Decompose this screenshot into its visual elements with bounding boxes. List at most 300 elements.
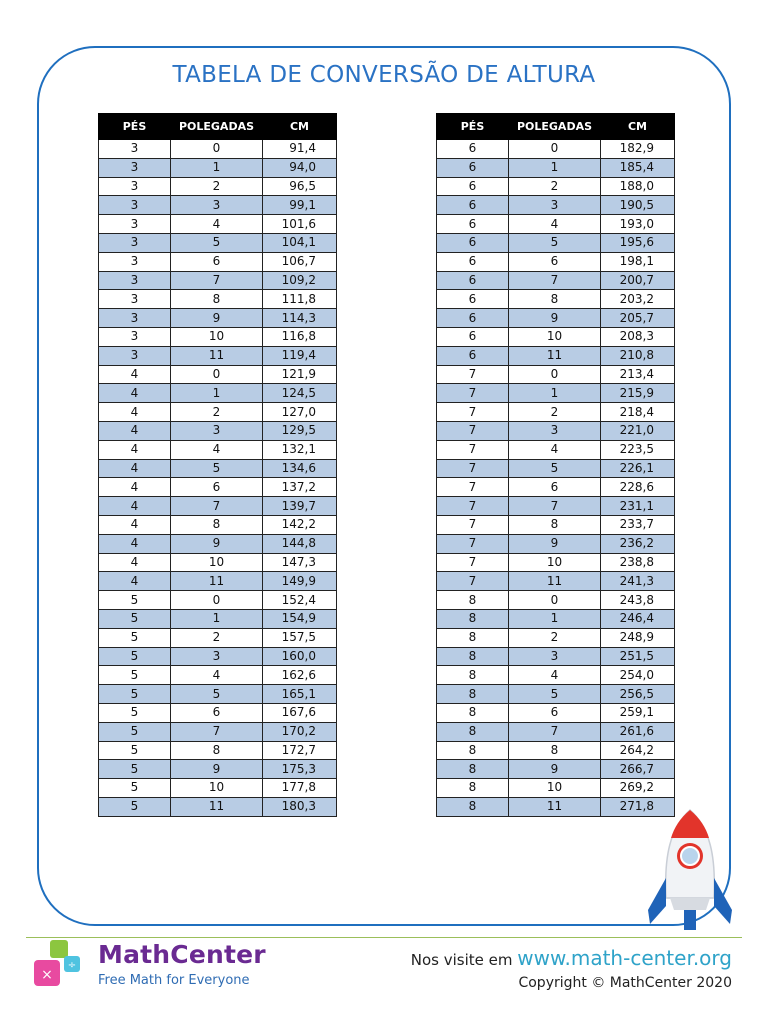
cell-pes: 4	[99, 478, 171, 497]
cell-polegadas: 8	[509, 741, 601, 760]
cell-polegadas: 7	[171, 497, 263, 516]
cell-pes: 6	[437, 346, 509, 365]
table-row	[437, 290, 675, 309]
cell-pes: 3	[99, 233, 171, 252]
cell-polegadas: 5	[171, 459, 263, 478]
cell-cm: 254,0	[601, 666, 675, 685]
table-row	[437, 553, 675, 572]
cell-pes: 3	[99, 215, 171, 234]
cell-cm: 200,7	[601, 271, 675, 290]
table-row	[99, 797, 337, 816]
cell-cm: 259,1	[601, 703, 675, 722]
table-row	[99, 290, 337, 309]
table-row	[437, 591, 675, 610]
cell-polegadas: 7	[509, 271, 601, 290]
cell-polegadas: 4	[509, 440, 601, 459]
table-row	[437, 459, 675, 478]
cell-polegadas: 11	[171, 572, 263, 591]
cell-cm: 149,9	[263, 572, 337, 591]
cell-pes: 7	[437, 459, 509, 478]
cell-polegadas: 1	[509, 384, 601, 403]
cell-cm: 91,4	[263, 140, 337, 159]
cell-polegadas: 6	[171, 703, 263, 722]
table-row	[99, 309, 337, 328]
table-row	[99, 140, 337, 159]
cell-polegadas: 2	[509, 628, 601, 647]
header-polegadas: POLEGADAS	[171, 114, 263, 140]
table-row	[437, 233, 675, 252]
cell-pes: 6	[437, 140, 509, 159]
table-header-row	[437, 114, 675, 140]
svg-text:÷: ÷	[67, 960, 77, 971]
cell-pes: 3	[99, 290, 171, 309]
footer-divider	[26, 937, 742, 938]
cell-cm: 162,6	[263, 666, 337, 685]
table-row	[99, 459, 337, 478]
cell-pes: 5	[99, 741, 171, 760]
svg-text:×: ×	[41, 967, 53, 983]
cell-polegadas: 8	[171, 290, 263, 309]
cell-polegadas: 3	[171, 421, 263, 440]
cell-cm: 246,4	[601, 609, 675, 628]
table-row	[437, 384, 675, 403]
table-row	[437, 703, 675, 722]
cell-polegadas: 10	[509, 553, 601, 572]
cell-cm: 111,8	[263, 290, 337, 309]
cell-pes: 4	[99, 572, 171, 591]
cell-pes: 8	[437, 647, 509, 666]
rocket-icon	[640, 806, 740, 942]
cell-pes: 5	[99, 591, 171, 610]
cell-polegadas: 10	[171, 553, 263, 572]
cell-pes: 8	[437, 779, 509, 798]
cell-cm: 264,2	[601, 741, 675, 760]
cell-pes: 7	[437, 365, 509, 384]
table-row	[437, 515, 675, 534]
cell-pes: 5	[99, 722, 171, 741]
cell-pes: 7	[437, 440, 509, 459]
cell-pes: 8	[437, 797, 509, 816]
cell-polegadas: 5	[509, 685, 601, 704]
cell-polegadas: 8	[509, 515, 601, 534]
cell-cm: 218,4	[601, 403, 675, 422]
cell-cm: 210,8	[601, 346, 675, 365]
cell-polegadas: 1	[171, 158, 263, 177]
table-row	[437, 140, 675, 159]
cell-polegadas: 11	[171, 797, 263, 816]
cell-cm: 152,4	[263, 591, 337, 610]
header-pes: PÉS	[437, 114, 509, 140]
table-row	[437, 797, 675, 816]
cell-cm: 193,0	[601, 215, 675, 234]
cell-pes: 4	[99, 440, 171, 459]
cell-polegadas: 11	[509, 346, 601, 365]
table-row	[99, 647, 337, 666]
cell-pes: 3	[99, 271, 171, 290]
page-title: TABELA DE CONVERSÃO DE ALTURA	[172, 62, 596, 88]
cell-polegadas: 10	[509, 327, 601, 346]
table-row	[437, 215, 675, 234]
header-polegadas: POLEGADAS	[509, 114, 601, 140]
cell-polegadas: 5	[171, 233, 263, 252]
cell-pes: 5	[99, 760, 171, 779]
cell-pes: 7	[437, 403, 509, 422]
cell-polegadas: 9	[171, 534, 263, 553]
conversion-table-left	[98, 113, 337, 817]
cell-cm: 144,8	[263, 534, 337, 553]
cell-cm: 167,6	[263, 703, 337, 722]
cell-cm: 190,5	[601, 196, 675, 215]
cell-polegadas: 6	[509, 252, 601, 271]
cell-cm: 233,7	[601, 515, 675, 534]
cell-pes: 4	[99, 497, 171, 516]
cell-pes: 8	[437, 741, 509, 760]
cell-pes: 4	[99, 403, 171, 422]
cell-polegadas: 9	[509, 760, 601, 779]
cell-pes: 7	[437, 421, 509, 440]
table-row	[99, 384, 337, 403]
table-row	[437, 346, 675, 365]
cell-polegadas: 5	[171, 685, 263, 704]
cell-pes: 7	[437, 497, 509, 516]
cell-cm: 114,3	[263, 309, 337, 328]
cell-cm: 121,9	[263, 365, 337, 384]
cell-polegadas: 3	[171, 196, 263, 215]
table-row	[437, 421, 675, 440]
cell-pes: 3	[99, 140, 171, 159]
table-row	[437, 647, 675, 666]
cell-polegadas: 3	[171, 647, 263, 666]
table-row	[99, 177, 337, 196]
cell-polegadas: 11	[509, 572, 601, 591]
cell-cm: 106,7	[263, 252, 337, 271]
cell-pes: 8	[437, 666, 509, 685]
cell-pes: 3	[99, 252, 171, 271]
conversion-table-right	[436, 113, 675, 817]
brand-name: MathCenter	[98, 940, 266, 969]
cell-polegadas: 7	[171, 271, 263, 290]
cell-cm: 266,7	[601, 760, 675, 779]
cell-cm: 182,9	[601, 140, 675, 159]
cell-cm: 154,9	[263, 609, 337, 628]
table-row	[437, 478, 675, 497]
table-row	[437, 440, 675, 459]
table-row	[99, 666, 337, 685]
table-row	[437, 628, 675, 647]
cell-pes: 6	[437, 177, 509, 196]
visit-prefix: Nos visite em	[410, 951, 513, 969]
cell-pes: 3	[99, 327, 171, 346]
cell-cm: 142,2	[263, 515, 337, 534]
table-row	[437, 760, 675, 779]
cell-cm: 119,4	[263, 346, 337, 365]
cell-cm: 248,9	[601, 628, 675, 647]
cell-pes: 3	[99, 346, 171, 365]
header-cm: CM	[601, 114, 675, 140]
table-row	[99, 591, 337, 610]
cell-polegadas: 4	[509, 666, 601, 685]
cell-pes: 8	[437, 703, 509, 722]
cell-pes: 6	[437, 271, 509, 290]
cell-pes: 4	[99, 553, 171, 572]
cell-polegadas: 0	[171, 365, 263, 384]
cell-cm: 269,2	[601, 779, 675, 798]
cell-pes: 8	[437, 760, 509, 779]
cell-polegadas: 7	[171, 722, 263, 741]
cell-pes: 8	[437, 591, 509, 610]
cell-cm: 177,8	[263, 779, 337, 798]
cell-cm: 101,6	[263, 215, 337, 234]
cell-polegadas: 2	[171, 628, 263, 647]
table-row	[99, 553, 337, 572]
cell-pes: 4	[99, 459, 171, 478]
cell-pes: 7	[437, 384, 509, 403]
cell-pes: 7	[437, 478, 509, 497]
cell-cm: 205,7	[601, 309, 675, 328]
cell-cm: 226,1	[601, 459, 675, 478]
cell-cm: 241,3	[601, 572, 675, 591]
cell-cm: 99,1	[263, 196, 337, 215]
cell-cm: 127,0	[263, 403, 337, 422]
table-row	[437, 741, 675, 760]
cell-polegadas: 0	[509, 365, 601, 384]
cell-polegadas: 1	[509, 609, 601, 628]
cell-cm: 116,8	[263, 327, 337, 346]
cell-polegadas: 11	[171, 346, 263, 365]
cell-pes: 6	[437, 309, 509, 328]
table-row	[437, 572, 675, 591]
table-row	[437, 365, 675, 384]
cell-polegadas: 9	[509, 534, 601, 553]
cell-pes: 3	[99, 309, 171, 328]
cell-pes: 5	[99, 703, 171, 722]
cell-pes: 6	[437, 158, 509, 177]
cell-pes: 6	[437, 215, 509, 234]
cell-polegadas: 2	[171, 403, 263, 422]
cell-polegadas: 0	[509, 591, 601, 610]
cell-cm: 185,4	[601, 158, 675, 177]
cell-polegadas: 4	[509, 215, 601, 234]
table-row	[437, 666, 675, 685]
cell-polegadas: 4	[171, 215, 263, 234]
cell-cm: 165,1	[263, 685, 337, 704]
cell-cm: 271,8	[601, 797, 675, 816]
cell-cm: 157,5	[263, 628, 337, 647]
cell-cm: 109,2	[263, 271, 337, 290]
copyright-text: Copyright © MathCenter 2020	[518, 975, 732, 991]
cell-polegadas: 7	[509, 497, 601, 516]
cell-pes: 6	[437, 233, 509, 252]
table-row	[99, 365, 337, 384]
cell-polegadas: 10	[171, 779, 263, 798]
cell-cm: 139,7	[263, 497, 337, 516]
cell-pes: 4	[99, 515, 171, 534]
table-row	[99, 346, 337, 365]
table-row	[99, 233, 337, 252]
cell-pes: 3	[99, 158, 171, 177]
table-row	[437, 779, 675, 798]
table-row	[99, 534, 337, 553]
cell-cm: 213,4	[601, 365, 675, 384]
cell-polegadas: 3	[509, 196, 601, 215]
cell-cm: 132,1	[263, 440, 337, 459]
cell-cm: 223,5	[601, 440, 675, 459]
table-row	[437, 271, 675, 290]
cell-cm: 96,5	[263, 177, 337, 196]
cell-pes: 7	[437, 572, 509, 591]
cell-cm: 160,0	[263, 647, 337, 666]
brand-tagline: Free Math for Everyone	[98, 973, 250, 988]
cell-cm: 124,5	[263, 384, 337, 403]
table-row	[99, 515, 337, 534]
cell-polegadas: 1	[171, 609, 263, 628]
cell-cm: 175,3	[263, 760, 337, 779]
table-row	[99, 327, 337, 346]
cell-polegadas: 1	[171, 384, 263, 403]
cell-cm: 129,5	[263, 421, 337, 440]
cell-cm: 215,9	[601, 384, 675, 403]
cell-polegadas: 6	[171, 478, 263, 497]
cell-polegadas: 8	[171, 515, 263, 534]
website-link[interactable]: www.math-center.org	[517, 946, 732, 970]
cell-cm: 198,1	[601, 252, 675, 271]
header-cm: CM	[263, 114, 337, 140]
cell-polegadas: 2	[171, 177, 263, 196]
table-row	[99, 722, 337, 741]
cell-cm: 228,6	[601, 478, 675, 497]
table-row	[99, 252, 337, 271]
cell-pes: 8	[437, 722, 509, 741]
cubes-logo-icon	[30, 938, 92, 994]
cell-pes: 5	[99, 797, 171, 816]
cell-pes: 6	[437, 290, 509, 309]
table-row	[99, 741, 337, 760]
cell-polegadas: 6	[509, 478, 601, 497]
cell-pes: 3	[99, 177, 171, 196]
table-row	[437, 327, 675, 346]
cell-polegadas: 10	[171, 327, 263, 346]
cell-cm: 137,2	[263, 478, 337, 497]
table-row	[99, 628, 337, 647]
cell-pes: 4	[99, 384, 171, 403]
table-row	[437, 722, 675, 741]
cell-cm: 238,8	[601, 553, 675, 572]
table-row	[437, 609, 675, 628]
cell-pes: 4	[99, 421, 171, 440]
cell-polegadas: 0	[509, 140, 601, 159]
cell-polegadas: 9	[171, 309, 263, 328]
cell-cm: 170,2	[263, 722, 337, 741]
cell-pes: 8	[437, 685, 509, 704]
cell-cm: 236,2	[601, 534, 675, 553]
table-row	[99, 497, 337, 516]
cell-polegadas: 0	[171, 140, 263, 159]
cell-pes: 6	[437, 252, 509, 271]
cell-cm: 256,5	[601, 685, 675, 704]
table-row	[99, 478, 337, 497]
table-row	[99, 685, 337, 704]
cell-cm: 134,6	[263, 459, 337, 478]
cell-cm: 147,3	[263, 553, 337, 572]
table-row	[99, 703, 337, 722]
table-row	[437, 403, 675, 422]
table-row	[99, 421, 337, 440]
cell-pes: 5	[99, 666, 171, 685]
cell-pes: 7	[437, 534, 509, 553]
cell-pes: 8	[437, 628, 509, 647]
table-row	[437, 685, 675, 704]
cell-cm: 94,0	[263, 158, 337, 177]
table-row	[437, 534, 675, 553]
cell-cm: 203,2	[601, 290, 675, 309]
cell-polegadas: 10	[509, 779, 601, 798]
cell-pes: 7	[437, 515, 509, 534]
cell-cm: 261,6	[601, 722, 675, 741]
cell-cm: 188,0	[601, 177, 675, 196]
table-row	[99, 779, 337, 798]
cell-polegadas: 9	[509, 309, 601, 328]
cell-polegadas: 3	[509, 647, 601, 666]
table-row	[437, 497, 675, 516]
cell-polegadas: 11	[509, 797, 601, 816]
table-row	[99, 215, 337, 234]
cell-pes: 6	[437, 196, 509, 215]
cell-polegadas: 8	[509, 290, 601, 309]
cell-cm: 180,3	[263, 797, 337, 816]
cell-pes: 3	[99, 196, 171, 215]
cell-polegadas: 3	[509, 421, 601, 440]
table-row	[437, 158, 675, 177]
table-row	[437, 309, 675, 328]
cell-polegadas: 0	[171, 591, 263, 610]
header-pes: PÉS	[99, 114, 171, 140]
cell-cm: 231,1	[601, 497, 675, 516]
cell-cm: 243,8	[601, 591, 675, 610]
cell-polegadas: 4	[171, 666, 263, 685]
cell-cm: 221,0	[601, 421, 675, 440]
cell-polegadas: 6	[171, 252, 263, 271]
cell-pes: 8	[437, 609, 509, 628]
table-row	[437, 196, 675, 215]
cell-polegadas: 1	[509, 158, 601, 177]
cell-polegadas: 2	[509, 403, 601, 422]
table-header-row	[99, 114, 337, 140]
table-row	[99, 609, 337, 628]
table-row	[99, 760, 337, 779]
cell-polegadas: 9	[171, 760, 263, 779]
table-row	[99, 440, 337, 459]
cell-cm: 195,6	[601, 233, 675, 252]
cell-pes: 5	[99, 779, 171, 798]
table-row	[437, 177, 675, 196]
cell-pes: 4	[99, 534, 171, 553]
cell-pes: 5	[99, 609, 171, 628]
cell-cm: 208,3	[601, 327, 675, 346]
table-row	[99, 271, 337, 290]
cell-pes: 4	[99, 365, 171, 384]
visit-line	[411, 946, 732, 970]
cell-polegadas: 5	[509, 233, 601, 252]
table-row	[99, 196, 337, 215]
table-row	[437, 252, 675, 271]
cell-cm: 251,5	[601, 647, 675, 666]
table-row	[99, 158, 337, 177]
cell-cm: 104,1	[263, 233, 337, 252]
table-row	[99, 572, 337, 591]
cell-polegadas: 4	[171, 440, 263, 459]
cell-pes: 5	[99, 647, 171, 666]
cell-polegadas: 8	[171, 741, 263, 760]
